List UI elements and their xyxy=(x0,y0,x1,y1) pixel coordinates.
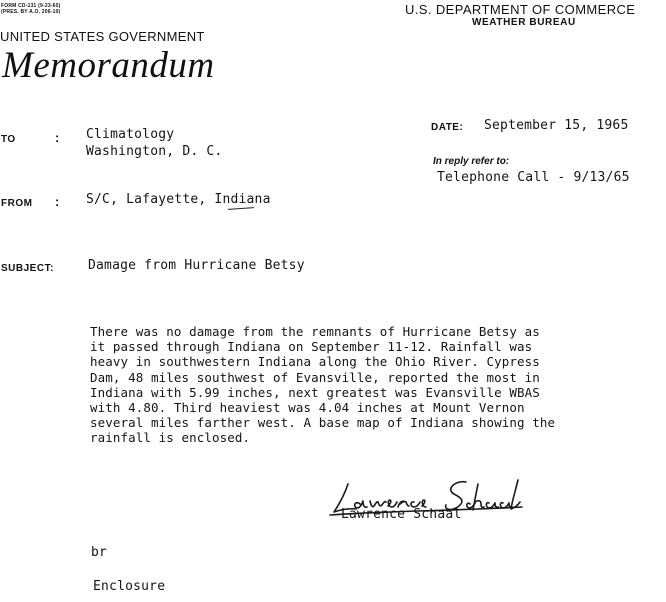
government-heading: UNITED STATES GOVERNMENT xyxy=(0,29,205,44)
body-line: with 4.80. Third heaviest was 4.04 inches at Mount Vernon xyxy=(90,400,525,416)
department-name: U.S. DEPARTMENT OF COMMERCE xyxy=(405,2,636,17)
date-value: September 15, 1965 xyxy=(484,118,629,133)
to-recipient-line-2: Washington, D. C. xyxy=(86,144,223,159)
memorandum-title: Memorandum xyxy=(2,45,215,86)
form-code-line-1: FORM CD-131 (9-23-60) xyxy=(1,3,61,9)
reply-refer-value: Telephone Call - 9/13/65 xyxy=(437,170,630,185)
to-colon: : xyxy=(55,130,60,145)
date-label: DATE: xyxy=(431,122,464,133)
memo-body xyxy=(90,324,650,446)
typed-signature-name: Lawrence Schaal xyxy=(341,507,462,522)
subject-label: SUBJECT: xyxy=(1,263,54,274)
to-label: TO xyxy=(1,134,16,145)
bureau-name: WEATHER BUREAU xyxy=(472,17,576,28)
body-line: it passed through Indiana on September 11-12. Rainfall was xyxy=(90,339,533,355)
body-line: Indiana with 5.99 inches, next greatest was Evansville WBAS xyxy=(90,384,540,400)
reply-refer-label: In reply refer to: xyxy=(433,156,510,167)
form-code xyxy=(1,3,61,15)
handwritten-underline xyxy=(228,207,254,210)
body-line: heavy in southwestern Indiana along the Ohio River. Cypress xyxy=(90,354,540,370)
enclosure-note: Enclosure xyxy=(93,579,166,594)
body-line: several miles farther west. A base map of Indiana showing the xyxy=(90,415,556,431)
typist-initials: br xyxy=(91,545,108,560)
body-line: Dam, 48 miles southwest of Evansville, reported the most in xyxy=(90,369,540,385)
subject-value: Damage from Hurricane Betsy xyxy=(88,258,305,273)
to-recipient-line-1: Climatology xyxy=(86,127,175,142)
form-code-line-2: (PRES. BY A.O. 206-10) xyxy=(1,9,61,15)
body-line: There was no damage from the remnants of Hurricane Betsy as xyxy=(90,324,540,339)
from-value: S/C, Lafayette, Indiana xyxy=(86,192,271,207)
from-label: FROM xyxy=(1,198,33,209)
from-colon: : xyxy=(55,194,60,209)
body-line: rainfall is enclosed. xyxy=(90,430,251,446)
